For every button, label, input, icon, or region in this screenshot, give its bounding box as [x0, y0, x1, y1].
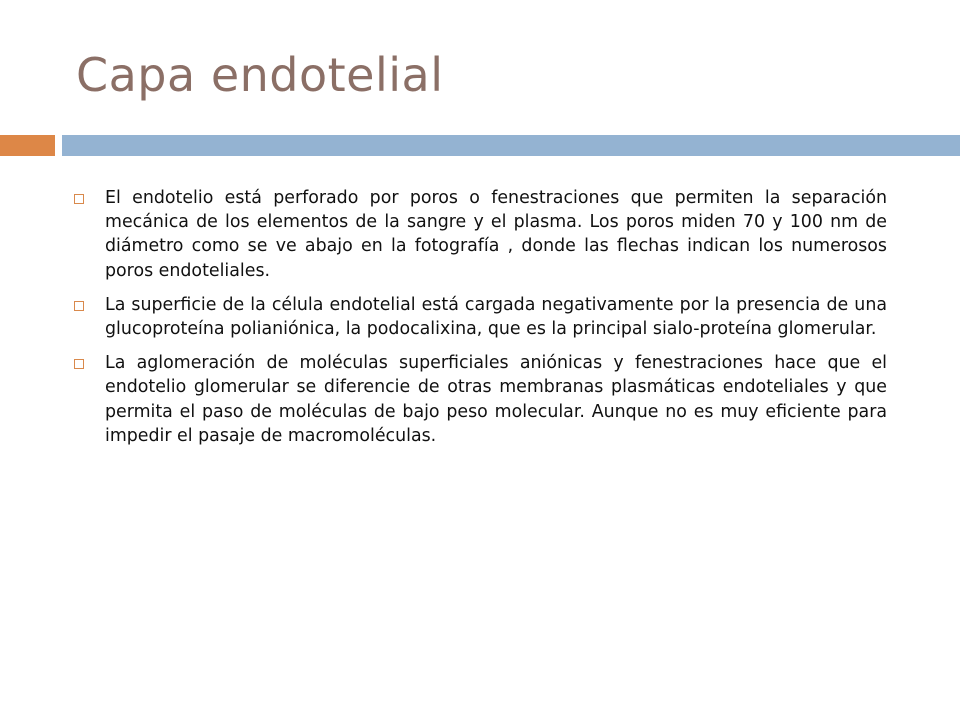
bullet-item	[72, 293, 887, 341]
bullet-text: La superficie de la célula endotelial está cargada negativamente por la presencia de una glucoproteína polianiónica, la podocalixina, que es la principal sialo-proteína glomerular.	[105, 294, 887, 340]
bullet-item	[72, 351, 887, 448]
bullet-text: El endotelio está perforado por poros o fenestraciones que permiten la separación mecánica de los elementos de la sangre y el plasma. Los poros miden 70 y 100 nm de diámetro como se ve abajo en la fotografía , donde las flechas indican los numerosos poros endoteliales.	[105, 188, 887, 281]
accent-bar-orange	[0, 135, 55, 156]
hollow-square-bullet-icon	[74, 359, 84, 369]
hollow-square-bullet-icon	[74, 301, 84, 311]
slide-title: Capa endotelial	[76, 48, 444, 102]
bullet-text: La aglomeración de moléculas superficiales aniónicas y fenestraciones hace que el endotelio glomerular se diferencie de otras membranas plasmáticas endoteliales y que permita el paso de moléculas de bajo peso molecular. Aunque no es muy eficiente para impedir el pasaje de macromoléculas.	[105, 353, 887, 446]
accent-bar-blue	[62, 135, 960, 156]
bullet-list	[72, 186, 887, 448]
hollow-square-bullet-icon	[74, 194, 84, 204]
bullet-item	[72, 186, 887, 283]
